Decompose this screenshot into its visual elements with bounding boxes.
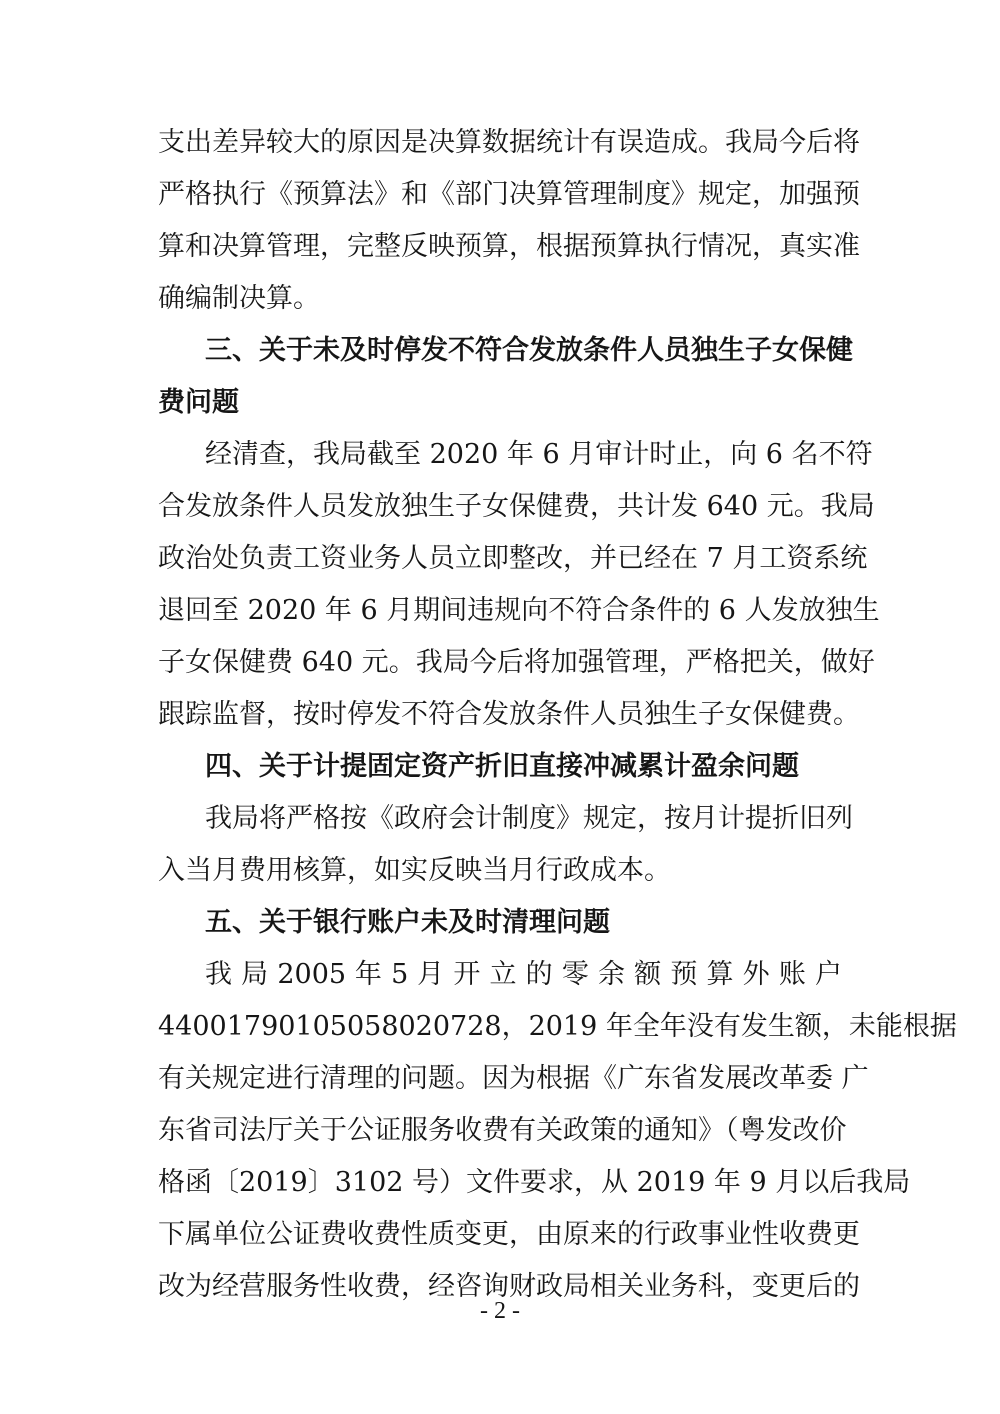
- body-text-line: 子女保健费 640 元。我局今后将加强管理，严格把关，做好: [158, 647, 875, 678]
- body-text-line: 下属单位公证费收费性质变更，由原来的行政事业性收费更: [158, 1219, 860, 1250]
- section-heading: 五、关于银行账户未及时清理问题: [205, 907, 610, 938]
- body-text-line: 算和决算管理，完整反映预算，根据预算执行情况，真实准: [158, 231, 860, 262]
- body-text-line: 确编制决算。: [158, 283, 320, 314]
- body-text-line: 经清查，我局截至 2020 年 6 月审计时止，向 6 名不符: [205, 439, 873, 470]
- body-text-line: 我局将严格按《政府会计制度》规定，按月计提折旧列: [205, 803, 853, 834]
- body-text-line: 退回至 2020 年 6 月期间违规向不符合条件的 6 人发放独生: [158, 595, 880, 626]
- body-text-line: 入当月费用核算，如实反映当月行政成本。: [158, 855, 671, 886]
- body-text-line: 合发放条件人员发放独生子女保健费，共计发 640 元。我局: [158, 491, 875, 522]
- body-text-line: 44001790105058020728，2019 年全年没有发生额，未能根据: [158, 1011, 957, 1042]
- body-text-line: 东省司法厅关于公证服务收费有关政策的通知》（粤发改价: [158, 1115, 847, 1146]
- body-text-line: 我 局 2005 年 5 月 开 立 的 零 余 额 预 算 外 账 户: [205, 959, 842, 990]
- body-text-line: 支出差异较大的原因是决算数据统计有误造成。我局今后将: [158, 127, 860, 158]
- section-heading: 费问题: [158, 387, 239, 418]
- body-text-line: 改为经营服务性收费，经咨询财政局相关业务科，变更后的: [158, 1271, 860, 1302]
- section-heading: 四、关于计提固定资产折旧直接冲减累计盈余问题: [205, 751, 799, 782]
- body-text-line: 严格执行《预算法》和《部门决算管理制度》规定，加强预: [158, 179, 860, 210]
- section-heading: 三、关于未及时停发不符合发放条件人员独生子女保健: [205, 335, 853, 366]
- body-text-line: 格函〔2019〕3102 号）文件要求，从 2019 年 9 月以后我局: [158, 1167, 911, 1198]
- body-text-line: 政治处负责工资业务人员立即整改，并已经在 7 月工资系统: [158, 543, 868, 574]
- page-number: - 2 -: [480, 1298, 520, 1324]
- body-text-line: 跟踪监督，按时停发不符合发放条件人员独生子女保健费。: [158, 699, 860, 730]
- body-text-line: 有关规定进行清理的问题。因为根据《广东省发展改革委 广: [158, 1063, 869, 1094]
